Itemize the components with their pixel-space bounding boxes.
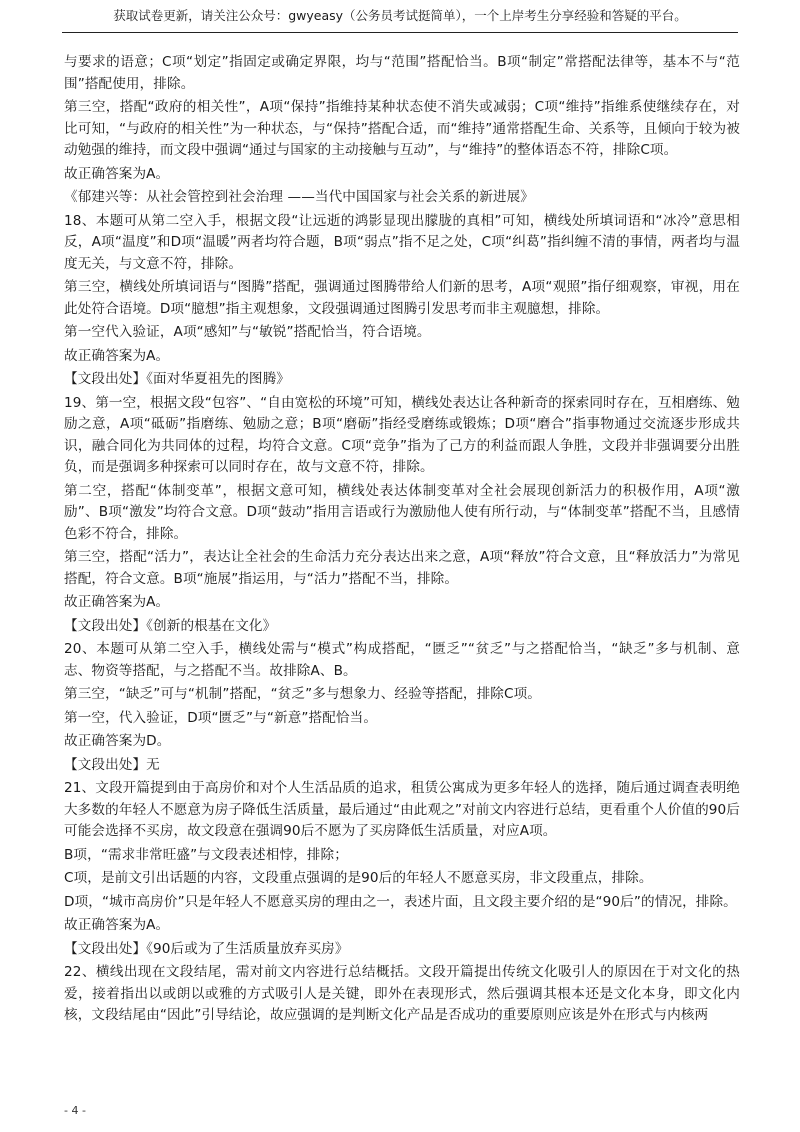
paragraph: C项，是前文引出话题的内容，文段重点强调的是90后的年轻人不愿意买房，非文段重点，排除。: [64, 870, 653, 886]
paragraph: B项，“需求非常旺盛”与文段表述相悖，排除；: [64, 846, 348, 863]
source-note: 【文段出处】《面对华夏祖先的图腾》: [64, 371, 290, 387]
page-header: [0, 0, 800, 32]
paragraph: 与要求的语意；C项“划定”指固定或确定界限，均与“范围”搭配恰当。B项“制定”常搭配法律等，基本不与“范围”搭配使用，排除。: [64, 54, 740, 92]
paragraph: 第二空，搭配“体制变革”，根据文意可知，横线处表达体制变革对全社会展现创新活力的积极作用，A项“激励”、B项“激发”均符合文意。D项“鼓动”指用言语或行为激励他人使有所行动，与“体制变革”搭配不当，且感情色彩不符合，排除。: [64, 482, 740, 542]
answer-explanation-22: 22、横线出现在文段结尾，需对前文内容进行总结概括。文段开篇提出传统文化吸引人的原因在于对文化的热爱，接着指出以或朗以或雅的方式吸引人是关键，即外在表现形式，然后强调其根本还是文化本身，即文化内核，文段结尾由“因此”引导结论，故应强调的是判断文化产品是否成功的重要原则应该是外在形式与内核两: [64, 964, 740, 1023]
source-note: 【文段出处】《创新的根基在文化》: [64, 617, 277, 634]
answer-explanation-20: 20、本题可从第二空入手，横线处需与“模式”构成搭配，“匮乏”“贫乏”与之搭配恰当，“缺乏”多与机制、意志、物资等搭配，与之搭配不当。故排除A、B。: [64, 641, 740, 679]
answer-explanation-18: 18、本题可从第二空入手，根据文段“让远逝的鸿影显现出朦胧的真相”可知，横线处所填词语和“冰冷”意思相反，A项“温度”和D项“温暖”两者均符合题，B项“弱点”指不足之处，C项“纠葛”指纠缠不清的事情，两者均与温度无关，与文意不符，排除。: [64, 212, 740, 272]
paragraph: 故正确答案为D。: [64, 733, 171, 749]
header-divider: [62, 32, 738, 33]
paragraph: 第三空，搭配“活力”，表达让全社会的生命活力充分表达出来之意，A项“释放”符合文意，且“释放活力”为常见搭配，符合文意。B项“施展”指运用，与“活力”搭配不当，排除。: [64, 549, 740, 587]
paragraph: D项，“城市高房价”只是年轻人不愿意买房的理由之一，表述片面，且文段主要介绍的是“90后”的情况，排除。: [64, 893, 737, 910]
source-title: 《郁建兴等：从社会管控到社会治理 ——当代中国国家与社会关系的新进展》: [64, 189, 535, 205]
paragraph: 故正确答案为A。: [64, 594, 170, 610]
answer-explanation-19: 19、第一空，根据文段“包容”、“自由宽松的环境”可知，横线处表达让各种新奇的探索同时存在，互相磨练、勉励之意，A项“砥砺”指磨练、勉励之意；B项“磨砺”指经受磨练或锻炼；D项“磨合”指事物通过交流逐步形成共识，融合同化为共同体的过程，均符合文意。C项“竞争”指为了己方的利益而跟人争胜，文段并非强调要分出胜负，而是强调多种探索可以同时存在，故与文意不符，排除。: [64, 394, 740, 475]
paragraph: 第三空，横线处所填词语与“图腾”搭配，强调通过图腾带给人们新的思考，A项“观照”指仔细观察，审视，用在此处符合语境。D项“臆想”指主观想象，文段强调通过图腾引发思考而非主观臆想，排除。: [64, 279, 740, 317]
source-note: 【文段出处】《90后或为了生活质量放弃买房》: [64, 940, 349, 957]
paragraph: 故正确答案为A。: [64, 917, 170, 933]
source-note: 【文段出处】无: [64, 756, 160, 773]
paragraph: 第三空，搭配“政府的相关性”，A项“保持”指维持某种状态使不消失或减弱；C项“维持”指维系使继续存在，对比可知，“与政府的相关性”为一种状态，与“保持”搭配合适，而“维持”通常搭配生命、关系等，且倾向于较为被动勉强的维持，而文段中强调“通过与国家的主动接触与互动”，与“维持”的整体语态不符，排除C项。: [64, 99, 740, 158]
paragraph: 故正确答案为A。: [64, 165, 170, 182]
paragraph: 故正确答案为A。: [64, 347, 170, 364]
paragraph: 第三空，“缺乏”可与“机制”搭配，“贫乏”多与想象力、经验等搭配，排除C项。: [64, 686, 541, 702]
page-number: - 4 -: [64, 1104, 86, 1117]
document-body: [64, 52, 740, 1029]
header-text: 获取试卷更新，请关注公众号：gwyeasy（公务员考试挺简单），一个上岸考生分享经验和答疑的平台。: [113, 8, 687, 23]
paragraph: 第一空，代入验证，D项“匮乏”与“新意”搭配恰当。: [64, 709, 378, 726]
paragraph: 第一空代入验证，A项“感知”与“敏锐”搭配恰当，符合语境。: [64, 324, 431, 340]
answer-explanation-21: 21、文段开篇提到由于高房价和对个人生活品质的追求，租赁公寓成为更多年轻人的选择，随后通过调查表明绝大多数的年轻人不愿意为房子降低生活质量，最后通过“由此观之”对前文内容进行总结，更看重个人价值的90后可能会选择不买房，故文段意在强调90后不愿为了买房降低生活质量，对应A项。: [64, 780, 740, 839]
